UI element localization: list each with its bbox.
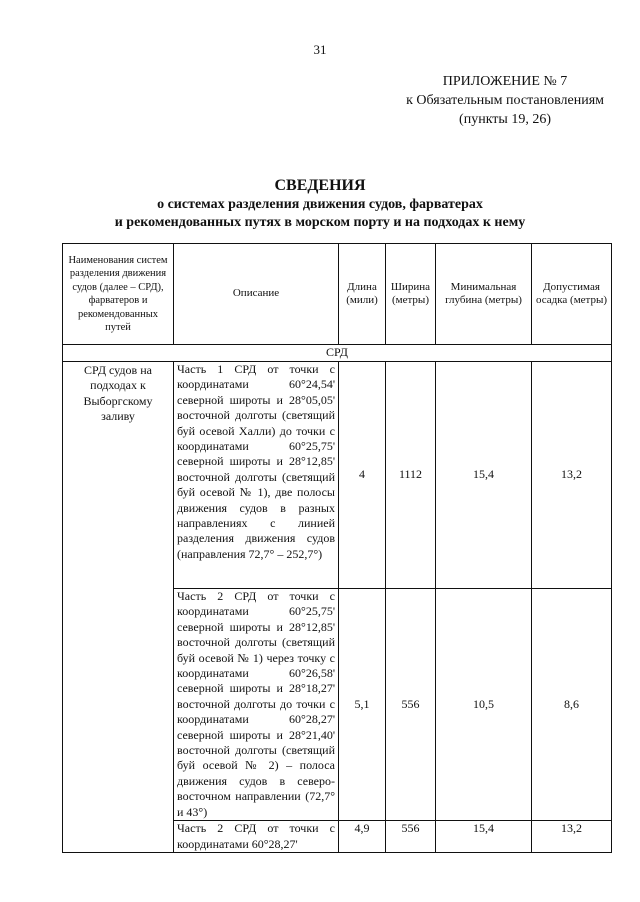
header-description: Описание: [174, 244, 339, 345]
row-depth: 15,4: [436, 362, 532, 589]
heading-line-2: о системах разделения движения судов, фарватерах: [157, 197, 483, 212]
header-length: Длина (мили): [339, 244, 386, 345]
row-draft: 8,6: [532, 589, 612, 821]
row-width: 556: [386, 821, 436, 853]
row-description: Часть 2 СРД от точки с координатами 60°28,27': [174, 821, 339, 853]
header-draft: Допустимая осадка (метры): [532, 244, 612, 345]
section-row: [63, 345, 612, 362]
section-label: [63, 345, 612, 362]
row-depth: 10,5: [436, 589, 532, 821]
row-length: 4: [339, 362, 386, 589]
heading-title: СВЕДЕНИЯ: [274, 177, 366, 194]
page-number: 31: [313, 42, 327, 57]
group-name: СРД судов на подходах к Выборгскому заливу: [63, 362, 174, 853]
row-length: 5,1: [339, 589, 386, 821]
header-name: Наименования систем разделения движения судов (далее – СРД), фарватеров и рекомендованных путей: [63, 244, 174, 345]
document-heading: [0, 176, 640, 232]
header-width: Ширина (метры): [386, 244, 436, 345]
row-description: Часть 1 СРД от точки с координатами 60°24,54' северной широты и 28°05,05' восточной долготы (светящий буй осевой Халли) до точки с координатами 60°25,75' северной широты и 28°12,85' восточной долготы (светящий буй осевой № 1), две полосы движения судов в разных направлениях с линией разделения движения судов (направления 72,7° – 252,7°): [174, 362, 339, 589]
row-draft: 13,2: [532, 821, 612, 853]
appendix-points: (пункты 19, 26): [459, 112, 551, 127]
appendix-block: [406, 72, 604, 129]
row-length: 4,9: [339, 821, 386, 853]
heading-line-3: и рекомендованных путях в морском порту и на подходах к нему: [114, 215, 526, 230]
row-width: 556: [386, 589, 436, 821]
table-row: [63, 362, 612, 589]
row-description: Часть 2 СРД от точки с координатами 60°25,75' северной широты и 28°12,85' восточной долготы (светящий буй осевой № 1) через точку с координатами 60°26,58' северной широты и 28°18,27' восточной долготы до точки с координатами 60°28,27' северной широты и 28°21,40' восточной долготы (светящий буй осевой № 2) – полоса движения судов в северо-восточном направлении (72,7° и 43°): [174, 589, 339, 821]
appendix-reference: к Обязательным постановлениям: [406, 93, 604, 108]
row-draft: 13,2: [532, 362, 612, 589]
section-label-text: СРД: [326, 345, 348, 360]
appendix-title: ПРИЛОЖЕНИЕ № 7: [442, 74, 568, 89]
table-header-row: [63, 244, 612, 345]
row-width: 1112: [386, 362, 436, 589]
row-depth: 15,4: [436, 821, 532, 853]
header-depth: Минимальная глубина (метры): [436, 244, 532, 345]
traffic-separation-table: [62, 243, 612, 853]
